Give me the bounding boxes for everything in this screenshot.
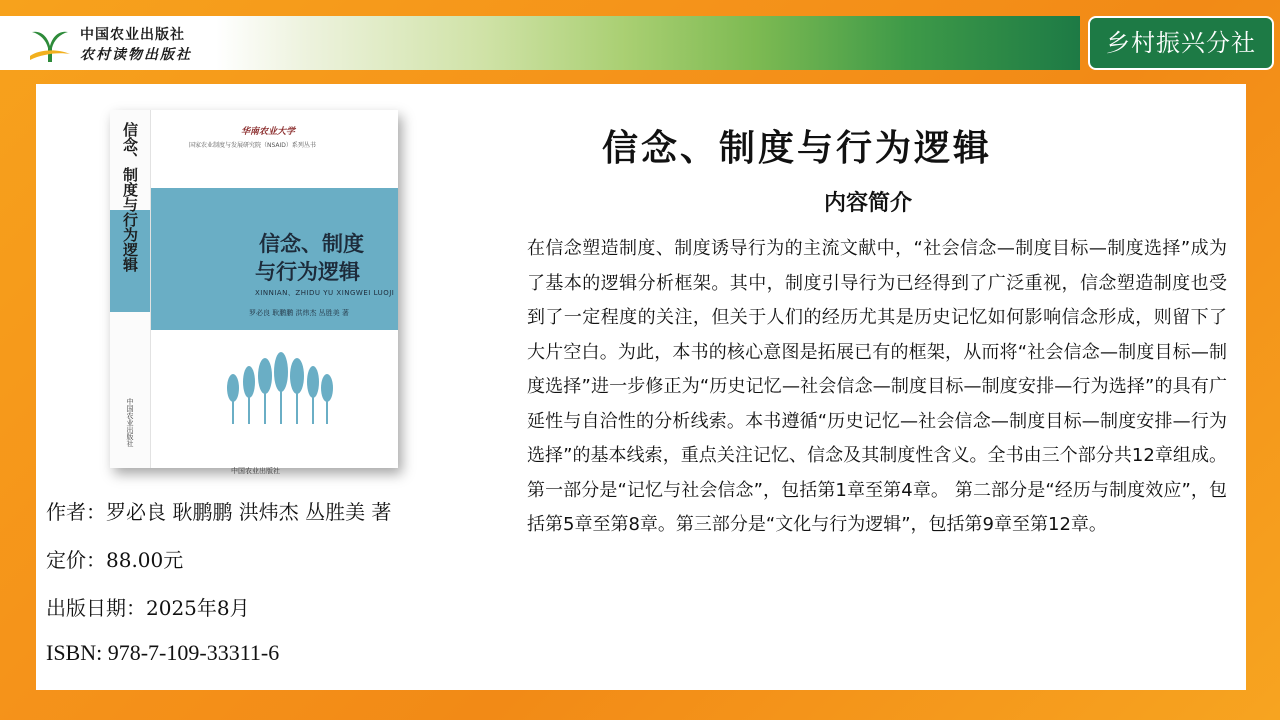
- cover-title-line2: 与行为逻辑: [255, 259, 360, 284]
- spine-publisher: 中国农业出版社: [126, 398, 134, 447]
- book-isbn: ISBN: 978-7-109-33311-6: [46, 640, 280, 665]
- book-title: 信念、制度与行为逻辑: [602, 127, 993, 169]
- cover-series-university: 华南农业大学: [241, 127, 296, 137]
- book-spine: [110, 110, 151, 468]
- cover-series-name: 国家农业制度与发展研究院（NSAID）系列丛书: [189, 142, 316, 149]
- summary-text: 在信念塑造制度、制度诱导行为的主流文献中，“社会信念—制度目标—制度选择”成为了基本的逻辑分析框架。其中，制度引导行为已经得到了广泛重视，信念塑造制度也受到了一定程度的关注，但关于人们的经历尤其是历史记忆如何影响信念形成，则留下了大片空白。为此，本书的核心意图是拓展已有的框架，从而将“社会信念—制度目标—制度选择”进一步修正为“历史记忆—社会信念—制度目标—制度安排—行为选择”的具有广延性与自洽性的分析线索。本书遵循“历史记忆—社会信念—制度目标—制度安排—行为选择”的基本线索，重点关注记忆、信念及其制度性含义。全书由三个部分共12章组成。 第一部分是“记忆与社会信念”，包括第1章至第4章。 第二部分是“经历与制度效应”，包括第5章至第8章。第三部分是“文化与行为逻辑”，包括第9章至第12章。: [527, 238, 1227, 535]
- branch-badge: 乡村振兴分社: [1088, 16, 1274, 70]
- book-author: 作者：罗必良 耿鹏鹏 洪炜杰 丛胜美 著: [46, 500, 392, 524]
- wheat-icon: [213, 348, 343, 426]
- cover-title-line1: 信念、制度: [259, 231, 364, 256]
- spine-title: 信念、制度与行为逻辑: [121, 122, 139, 272]
- cover-pinyin: XINNIAN、ZHIDU YU XINGWEI LUOJI: [255, 289, 395, 297]
- publisher-logo-icon: [28, 26, 72, 64]
- publisher-name-2: 农村读物出版社: [80, 47, 192, 63]
- book-price: 定价：88.00元: [46, 548, 184, 572]
- publisher-name: 中国农业出版社: [80, 27, 185, 43]
- book-cover: [110, 110, 398, 475]
- content-panel: [36, 84, 1246, 690]
- summary-heading: 内容简介: [824, 191, 913, 216]
- book-date: 出版日期：2025年8月: [46, 596, 250, 620]
- cover-authors: 罗必良 耿鹏鹏 洪炜杰 丛胜美 著: [249, 309, 349, 317]
- book-front: [151, 110, 398, 475]
- cover-publisher: 中国农业出版社: [231, 467, 280, 475]
